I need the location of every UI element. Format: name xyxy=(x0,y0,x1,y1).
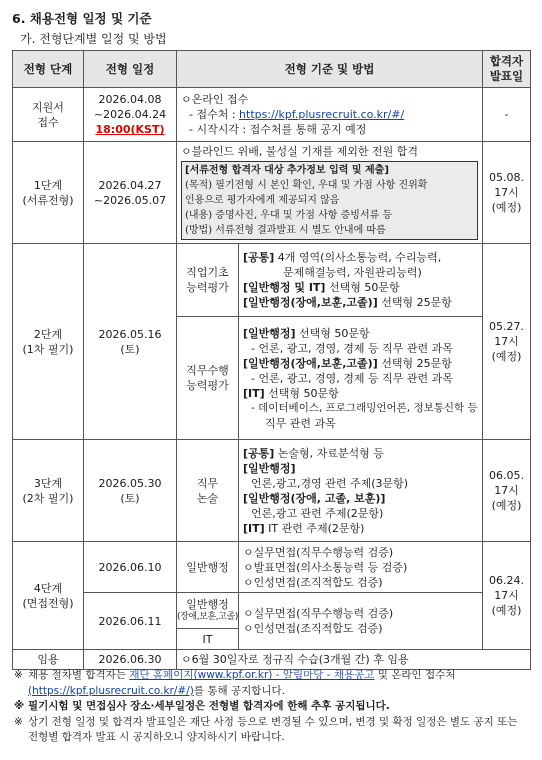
step2-date-l1: 2026.05.16 xyxy=(98,327,162,341)
apply-m1: ㅇ온라인 접수 xyxy=(181,93,249,106)
step2-s2-b-tag: [일반행정(장애,보훈,고졸)] xyxy=(243,356,378,370)
schedule-table xyxy=(12,50,531,670)
note-1-a: 채용 절차별 합격자는 xyxy=(28,669,130,681)
step2-s1-a xyxy=(243,250,478,265)
step2-s1-b-tag: [일반행정 및 IT] xyxy=(243,281,326,294)
apply-m2 xyxy=(181,107,478,122)
step3-b-text: 언론,광고,경영 관련 주제(3문항) xyxy=(251,476,409,490)
note-2-text: 필기시험 및 면접심사 장소·세부일정은 전형별 합격자에 한해 추후 공지됩니다. xyxy=(28,700,390,712)
header-schedule: 전형 일정 xyxy=(84,51,177,88)
step3-sub xyxy=(177,440,239,542)
step2-sub1-l1: 직업기초 xyxy=(186,266,229,279)
note-1-mark: ※ xyxy=(14,669,23,681)
step3-announce xyxy=(483,440,531,542)
step1-date-l2: ~2026.05.07 xyxy=(93,193,167,207)
table-row-step2-basic xyxy=(13,244,531,317)
apply-date xyxy=(84,88,177,142)
step2-sub1 xyxy=(177,244,239,317)
step3-d xyxy=(243,521,478,536)
apply-date-l1: 2026.04.08 xyxy=(98,93,162,106)
table-header-row xyxy=(13,51,531,88)
step3-announce-l2: 17시 xyxy=(494,484,519,497)
step2-announce xyxy=(483,244,531,440)
step4-stage-l2: (면접전형) xyxy=(22,596,74,610)
step2-s1-c-text: 선택형 25문항 xyxy=(377,296,452,309)
note-1-homepage-link[interactable]: 재단 홈페이지(www.kpf.or.kr) - 알림마당 - 채용공고 xyxy=(129,669,375,681)
step1-announce-l2: 17시 xyxy=(494,186,519,199)
step2-s2-a-sub: - 언론, 광고, 경영, 경제 등 직무 관련 과목 xyxy=(251,341,453,355)
step4-day2-sub xyxy=(177,593,239,629)
step2-date-l2: (토) xyxy=(120,342,140,356)
step4-stage-l1: 4단계 xyxy=(33,581,63,595)
note-1-apply-link[interactable]: (https://kpf.plusrecruit.co.kr/#/) xyxy=(28,684,194,697)
step2-date xyxy=(84,244,177,440)
step3-stage-l2: (2차 필기) xyxy=(22,491,74,505)
step4-day1-method xyxy=(239,542,483,593)
step4-day2-it: IT xyxy=(177,629,239,650)
section-subheading: 가. 전형단계별 일정 및 방법 xyxy=(20,32,167,46)
step4-day1-date: 2026.06.10 xyxy=(84,542,177,593)
table-row-step3 xyxy=(13,440,531,542)
step2-stage xyxy=(13,244,84,440)
step1-method xyxy=(177,142,483,244)
step1-box-l1: (목적) 필기전형 시 본인 확인, 우대 및 가점 사항 진위확 xyxy=(185,180,428,191)
step2-sub2-method xyxy=(239,317,483,440)
header-method: 전형 기준 및 방법 xyxy=(177,51,483,88)
step2-s1-a-tag: [공통] xyxy=(243,251,275,264)
note-1 xyxy=(14,668,530,699)
note-3-mark: ※ xyxy=(14,715,23,728)
step1-announce-l3: (예정) xyxy=(491,201,522,214)
note-1-c: 를 통해 공지합니다. xyxy=(193,684,286,697)
step3-b-tag: [일반행정] xyxy=(243,461,296,475)
step2-announce-l1: 05.27. xyxy=(489,320,524,333)
apply-stage xyxy=(13,88,84,142)
apply-method xyxy=(177,88,483,142)
note-1-b: 및 온라인 접수처 xyxy=(374,669,456,681)
step1-box-title: [서류전형 합격자 대상 추가정보 입력 및 제출] xyxy=(185,165,389,176)
step1-box-l3: (내용) 증명사진, 우대 및 가점 사항 증빙서류 등 xyxy=(185,210,393,221)
step2-sub1-l2: 능력평가 xyxy=(186,281,229,294)
step2-s1-c xyxy=(243,295,478,310)
step2-announce-l2: 17시 xyxy=(494,335,519,348)
table-row-step4-day2 xyxy=(13,593,531,629)
table-row-step1 xyxy=(13,142,531,244)
step3-a xyxy=(243,446,478,461)
step2-sub1-method xyxy=(239,244,483,317)
apply-date-l2: ~2026.04.24 xyxy=(93,108,167,121)
apply-m3: - 시작시각 : 접수처를 통해 공지 예정 xyxy=(189,123,367,136)
step2-s2-a xyxy=(243,326,478,341)
step3-d-tag: [IT] xyxy=(243,521,265,535)
step2-s2-b-text: 선택형 25문항 xyxy=(377,356,452,370)
apply-m2-prefix: - 접수처 : xyxy=(189,108,240,121)
step2-sub2-l2: 능력평가 xyxy=(186,379,229,392)
step4-r1-m3: ㅇ인성면접(조직적합도 검증) xyxy=(243,575,383,589)
apply-deadline-time: 18:00(KST) xyxy=(95,123,165,136)
step2-announce-l3: (예정) xyxy=(491,350,522,363)
apply-stage-l2: 접수 xyxy=(37,115,59,129)
hire-stage: 임용 xyxy=(13,650,84,670)
step1-stage xyxy=(13,142,84,244)
note-3 xyxy=(14,715,530,746)
step2-s1-b-text: 선택형 50문항 xyxy=(325,281,400,294)
step1-date xyxy=(84,142,177,244)
step1-announce-l1: 05.08. xyxy=(489,171,524,184)
step3-a-text: 논술형, 자료분석형 등 xyxy=(274,446,384,460)
step2-s2-c xyxy=(243,386,478,401)
header-announce xyxy=(483,51,531,88)
step1-stage-l1: 1단계 xyxy=(33,178,63,192)
step3-stage-l1: 3단계 xyxy=(33,476,63,490)
step1-box-l2: 인용으로 평가자에게 제공되지 않음 xyxy=(185,195,340,206)
step3-d-text: IT 관련 주제(2문항) xyxy=(264,521,365,535)
header-announce-label: 합격자 발표일 xyxy=(489,54,524,83)
step4-day1-sub: 일반행정 xyxy=(177,542,239,593)
notes-section xyxy=(14,668,530,746)
step2-s2-c-sub2: 직무 관련 과목 xyxy=(265,416,336,430)
step2-s1-b xyxy=(243,280,478,295)
table-row-step4-day1 xyxy=(13,542,531,593)
step3-c-text: 언론,광고 관련 주제(2문항) xyxy=(251,506,384,520)
step2-sub2 xyxy=(177,317,239,440)
step2-s2-c-text: 선택형 50문항 xyxy=(264,386,339,400)
step3-announce-l1: 06.05. xyxy=(489,469,524,482)
step4-r1-m2: ㅇ발표면접(의사소통능력 등 검증) xyxy=(243,560,408,574)
step4-announce-l1: 06.24. xyxy=(489,574,524,587)
step3-a-tag: [공통] xyxy=(243,446,275,460)
step2-sub2-l1: 직무수행 xyxy=(186,364,229,377)
step3-stage xyxy=(13,440,84,542)
step3-date-l1: 2026.05.30 xyxy=(98,476,162,490)
hire-method: ㅇ6월 30일자로 정규직 수습(3개월 간) 후 임용 xyxy=(177,650,531,670)
step2-s2-c-tag: [IT] xyxy=(243,386,265,400)
note-2 xyxy=(14,699,530,715)
step4-day2-sub-l2: (장애,보훈,고졸) xyxy=(177,611,238,622)
apply-announce: - xyxy=(483,88,531,142)
apply-url-link[interactable]: https://kpf.plusrecruit.co.kr/#/ xyxy=(239,108,405,121)
step1-date-l1: 2026.04.27 xyxy=(98,178,162,192)
step4-announce-l3: (예정) xyxy=(491,604,522,617)
step4-announce-l2: 17시 xyxy=(494,589,519,602)
step2-s2-a-text: 선택형 50문항 xyxy=(295,326,370,340)
step4-announce xyxy=(483,542,531,650)
step1-announce xyxy=(483,142,531,244)
step2-s1-a-cont: 문제해결능력, 자원관리능력) xyxy=(283,266,422,279)
step2-stage-l2: (1차 필기) xyxy=(22,342,74,356)
step3-c-tag: [일반행정(장애, 고졸, 보훈)] xyxy=(243,491,386,505)
step3-date-l2: (토) xyxy=(120,491,140,505)
step1-stage-l2: (서류전형) xyxy=(22,193,74,207)
step2-stage-l1: 2단계 xyxy=(33,327,63,341)
hire-date: 2026.06.30 xyxy=(84,650,177,670)
step3-method xyxy=(239,440,483,542)
note-3-text: 상기 전형 일정 및 합격자 발표일은 재단 사정 등으로 변경될 수 있으며, 변경 및 확정 일정은 별도 공지 또는 전형별 합격자 발표 시 공지하오니 양지하시기 바랍니다. xyxy=(28,715,518,743)
step1-m1: ㅇ블라인드 위배, 불성실 기재를 제외한 전원 합격 xyxy=(181,145,418,158)
step2-s2-a-tag: [일반행정] xyxy=(243,326,296,340)
step2-s1-c-tag: [일반행정(장애,보훈,고졸)] xyxy=(243,296,378,309)
step4-day2-method xyxy=(239,593,483,650)
step3-sub-l1: 직무 xyxy=(196,476,219,490)
step2-s1-a-text: 4개 영역(의사소통능력, 수리능력, xyxy=(274,251,442,264)
step4-r1-m1: ㅇ실무면접(직무수행능력 검증) xyxy=(243,545,394,559)
step4-day2-date: 2026.06.11 xyxy=(84,593,177,650)
section-heading: 6. 채용전형 일정 및 기준 xyxy=(12,11,152,26)
step3-announce-l3: (예정) xyxy=(491,499,522,512)
apply-stage-l1: 지원서 xyxy=(32,100,64,114)
header-stage: 전형 단계 xyxy=(13,51,84,88)
step4-stage xyxy=(13,542,84,650)
step3-date xyxy=(84,440,177,542)
step2-s2-b xyxy=(243,356,478,371)
step2-s2-b-sub: - 언론, 광고, 경영, 경제 등 직무 관련 과목 xyxy=(251,371,453,385)
step4-r2-m2: ㅇ인성면접(조직적합도 검증) xyxy=(243,622,383,635)
note-2-mark: ※ xyxy=(14,700,25,712)
table-row-apply xyxy=(13,88,531,142)
step1-box-l4: (방법) 서류전형 결과발표 시 별도 안내에 따름 xyxy=(185,225,386,236)
step4-day2-sub-l1: 일반행정 xyxy=(186,597,229,611)
table-row-hire xyxy=(13,650,531,670)
step4-r2-m1: ㅇ실무면접(직무수행능력 검증) xyxy=(243,607,394,620)
step1-info-box xyxy=(181,161,478,240)
step3-sub-l2: 논술 xyxy=(196,491,219,505)
step2-s2-c-sub1: - 데이터베이스, 프로그래밍언어론, 정보통신학 등 xyxy=(251,401,478,414)
